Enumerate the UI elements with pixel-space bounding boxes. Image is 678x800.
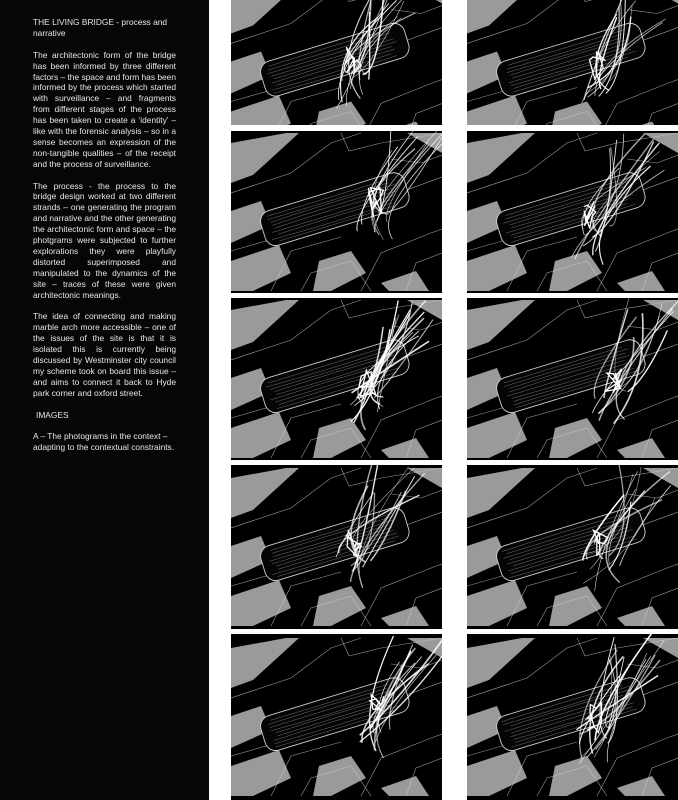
site-map-drawing — [231, 131, 442, 293]
photogram-panel-7 — [231, 465, 442, 629]
paragraph-process: The process - the process to the bridge design worked at two different strands – one generating the program and narrative and the other generating the architectonic form and space – the photgrams were subjected to further explorations they were playfully distorted superimposed and manipulated to the dynamics of the site – traces of these were given architectonic meanings. — [33, 180, 176, 300]
site-map-drawing — [467, 634, 678, 800]
photogram-panel-10 — [467, 634, 678, 800]
paragraph-connection: The idea of connecting and making marble arch more accessible – one of the issues of the site is that it is isolated this is currently being discussed by Westminster city council my scheme took on board this issue – and aims to connect it back to Hyde park corner and oxford street. — [33, 311, 176, 398]
image-caption: A – The photograms in the context – adapting to the contextual constraints. — [33, 431, 175, 453]
site-map-drawing — [467, 131, 678, 293]
site-map-drawing — [467, 298, 678, 460]
photogram-panel-8 — [467, 465, 678, 629]
site-map-drawing — [231, 0, 442, 125]
photogram-panel-4 — [467, 131, 678, 293]
page-title: THE LIVING BRIDGE - process and narrative — [33, 17, 168, 38]
photogram-panel-1 — [231, 0, 442, 125]
photogram-panel-2 — [467, 0, 678, 125]
text-panel — [0, 0, 209, 800]
site-map-drawing — [231, 298, 442, 460]
photogram-panel-5 — [231, 298, 442, 460]
site-map-drawing — [231, 634, 442, 800]
photogram-panel-6 — [467, 298, 678, 460]
site-map-drawing — [467, 465, 678, 629]
site-map-drawing — [231, 465, 442, 629]
narrative-text — [33, 17, 176, 464]
photogram-panel-3 — [231, 131, 442, 293]
paragraph-form: The architectonic form of the bridge has been informed by three different factors – the space and form has been informed by the process which started with surveillance – and fragments from different stages of the process has been taken to create a ‘identity’ – like with the forensic analysis – so in a sense becomes an expression of the non-tangible qualities – of the receipt and the process of surveillance. — [33, 49, 176, 169]
photogram-panel-9 — [231, 634, 442, 800]
site-map-drawing — [467, 0, 678, 125]
photogram-grid — [228, 0, 678, 800]
images-heading: IMAGES — [36, 409, 69, 420]
